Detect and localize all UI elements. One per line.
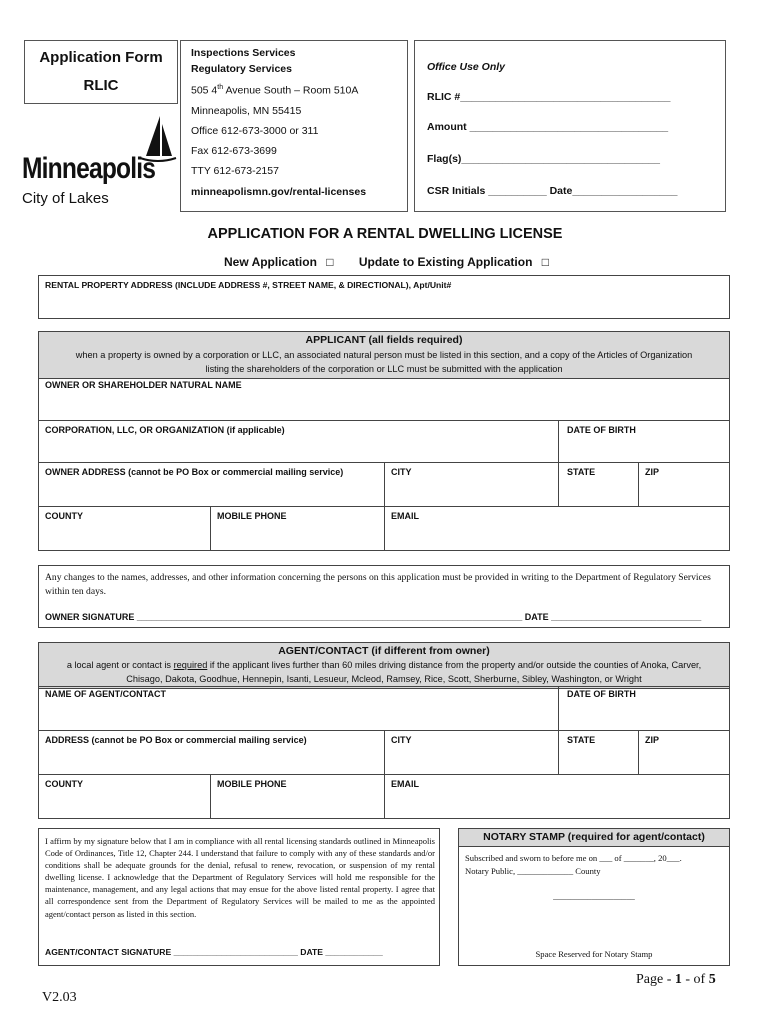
agent-address-label: ADDRESS (cannot be PO Box or commercial mailing service) bbox=[45, 735, 307, 745]
fax-number: Fax 612-673-3699 bbox=[191, 145, 277, 157]
corporation-label: CORPORATION, LLC, OR ORGANIZATION (if applicable) bbox=[45, 425, 285, 435]
application-type-options bbox=[224, 255, 549, 269]
page-indicator: Page - 1 - of 5 bbox=[636, 972, 716, 987]
agent-mobile-field[interactable] bbox=[211, 775, 385, 818]
agent-dob-field[interactable] bbox=[559, 687, 729, 731]
notary-box bbox=[458, 828, 730, 966]
office-use-title: Office Use Only bbox=[427, 61, 506, 73]
notary-heading: NOTARY STAMP (required for agent/contact) bbox=[459, 829, 729, 847]
dept-line2: Regulatory Services bbox=[191, 63, 292, 75]
new-application-checkbox[interactable]: □ bbox=[326, 255, 334, 269]
owner-county-field[interactable] bbox=[39, 507, 211, 550]
agent-email-label: EMAIL bbox=[391, 779, 419, 789]
agent-grid bbox=[38, 686, 730, 819]
agent-zip-field[interactable] bbox=[639, 731, 729, 775]
agent-city-label: CITY bbox=[391, 735, 412, 745]
corporation-field[interactable] bbox=[39, 421, 559, 463]
address-line: 505 4th Avenue South – Room 510A bbox=[191, 84, 359, 97]
agent-signature-line[interactable]: AGENT/CONTACT SIGNATURE __________________________ DATE ____________ bbox=[45, 947, 383, 957]
notary-line2: Notary Public, _____________ County bbox=[465, 866, 601, 876]
applicant-grid bbox=[38, 378, 730, 551]
owner-mobile-field[interactable] bbox=[211, 507, 385, 550]
property-address-field[interactable] bbox=[38, 275, 730, 319]
minneapolis-logo bbox=[22, 114, 172, 214]
new-application-label: New Application bbox=[224, 255, 317, 269]
flags-field[interactable]: Flag(s)__________________________________ bbox=[427, 153, 660, 165]
owner-email-label: EMAIL bbox=[391, 511, 419, 521]
department-info-box bbox=[180, 40, 408, 212]
agent-city-field[interactable] bbox=[385, 731, 559, 775]
rlic-number-field[interactable]: RLIC #____________________________________ bbox=[427, 91, 671, 103]
owner-state-label: STATE bbox=[567, 467, 596, 477]
agent-address-field[interactable] bbox=[39, 731, 385, 775]
affirmation-text: I affirm by my signature below that I am in compliance with all rental licensing standards outlined in Minneapolis Code of Ordinances, Title 12, Chapter 244. I understand that failure to comply with any of these standards and/or conditions shall be adequate grounds for the denial, refusal to renew, revocation, or suspension of my rental dwelling license. I acknowledge that the Department of Regulatory Services will hold me responsible for the maintenance, management, and any legal actions that may ensue for the above listed rental property. I agree that all correspondence sent from the Department of Regulatory Services will be mailed to me as the appointed agent/contact person as listed in this section. bbox=[45, 836, 435, 919]
owner-city-label: CITY bbox=[391, 467, 412, 477]
city-line: Minneapolis, MN 55415 bbox=[191, 105, 302, 117]
owner-signature-line[interactable]: OWNER SIGNATURE _____________________________________________________________________________ DATE ______________________________ bbox=[45, 612, 702, 622]
agent-email-field[interactable] bbox=[385, 775, 729, 818]
owner-city-field[interactable] bbox=[385, 463, 559, 507]
notary-line1: Subscribed and sworn to before me on ___ of _______, 20___. bbox=[465, 853, 682, 863]
applicant-note: when a property is owned by a corporation or LLC, an associated natural person must be listed in this section, and a copy of the Articles of Organization listing the shareholders of the corporation or LLC must be submitted with the application bbox=[75, 350, 693, 374]
owner-zip-label: ZIP bbox=[645, 467, 660, 477]
tty-number: TTY 612-673-2157 bbox=[191, 165, 279, 177]
affirmation-box bbox=[38, 828, 440, 966]
owner-address-label: OWNER ADDRESS (cannot be PO Box or commercial mailing service) bbox=[45, 467, 344, 477]
agent-dob-label: DATE OF BIRTH bbox=[567, 689, 636, 699]
update-application-label: Update to Existing Application bbox=[358, 255, 533, 269]
owner-name-field[interactable] bbox=[39, 379, 729, 421]
applicant-heading: APPLICANT (all fields required) bbox=[305, 334, 463, 346]
property-address-label: RENTAL PROPERTY ADDRESS (INCLUDE ADDRESS #, STREET NAME, & DIRECTIONAL), Apt/Unit# bbox=[45, 280, 452, 290]
office-phone: Office 612-673-3000 or 311 bbox=[191, 125, 319, 137]
logo-wordmark: Minneapolis bbox=[22, 152, 156, 185]
agent-header bbox=[38, 642, 730, 689]
amount-field[interactable]: Amount __________________________________ bbox=[427, 121, 669, 133]
owner-zip-field[interactable] bbox=[639, 463, 729, 507]
agent-state-field[interactable] bbox=[559, 731, 639, 775]
agent-mobile-label: MOBILE PHONE bbox=[217, 779, 287, 789]
form-code: RLIC bbox=[83, 77, 119, 94]
agent-zip-label: ZIP bbox=[645, 735, 660, 745]
agent-heading: AGENT/CONTACT (if different from owner) bbox=[278, 645, 490, 657]
dept-line1: Inspections Services bbox=[191, 47, 296, 59]
update-application-checkbox[interactable]: □ bbox=[541, 255, 549, 269]
owner-mobile-label: MOBILE PHONE bbox=[217, 511, 287, 521]
agent-county-field[interactable] bbox=[39, 775, 211, 818]
agent-note: a local agent or contact is required if the applicant lives further than 60 miles driving distance from the property and/or outside the counties of Anoka, Carver, Chisago, Dakota, Goodhue, Hennepin, Isanti, Lesueur, Mcleod, Ramsey, Rice, Scott, Sherburne, Sibley, Washington, or Wright bbox=[66, 660, 702, 684]
agent-county-label: COUNTY bbox=[45, 779, 83, 789]
owner-name-label: OWNER OR SHAREHOLDER NATURAL NAME bbox=[45, 380, 242, 390]
agent-name-field[interactable] bbox=[39, 687, 559, 731]
owner-state-field[interactable] bbox=[559, 463, 639, 507]
owner-signature-box bbox=[38, 565, 730, 628]
owner-county-label: COUNTY bbox=[45, 511, 83, 521]
website-link[interactable]: minneapolismn.gov/rental-licenses bbox=[191, 186, 367, 198]
owner-dob-field[interactable] bbox=[559, 421, 729, 463]
owner-email-field[interactable] bbox=[385, 507, 729, 550]
form-title: Application Form bbox=[39, 49, 163, 66]
logo-tagline: City of Lakes bbox=[22, 190, 109, 207]
owner-address-field[interactable] bbox=[39, 463, 385, 507]
main-title: APPLICATION FOR A RENTAL DWELLING LICENSE bbox=[207, 226, 563, 242]
notary-reserved-note: Space Reserved for Notary Stamp bbox=[535, 949, 653, 959]
csr-date-field[interactable]: CSR Initials __________ Date__________________ bbox=[427, 185, 678, 197]
office-use-box bbox=[414, 40, 726, 212]
applicant-header bbox=[38, 331, 730, 379]
notary-signature-line[interactable]: ___________________ bbox=[553, 891, 635, 901]
changes-notice: Any changes to the names, addresses, and other information concerning the persons on this application must be provided in writing to the Department of Regulatory Services within ten days. bbox=[45, 572, 711, 597]
version-label: V2.03 bbox=[42, 990, 77, 1005]
agent-name-label: NAME OF AGENT/CONTACT bbox=[45, 689, 166, 699]
owner-dob-label: DATE OF BIRTH bbox=[567, 425, 636, 435]
agent-state-label: STATE bbox=[567, 735, 596, 745]
form-title-box bbox=[24, 40, 178, 104]
